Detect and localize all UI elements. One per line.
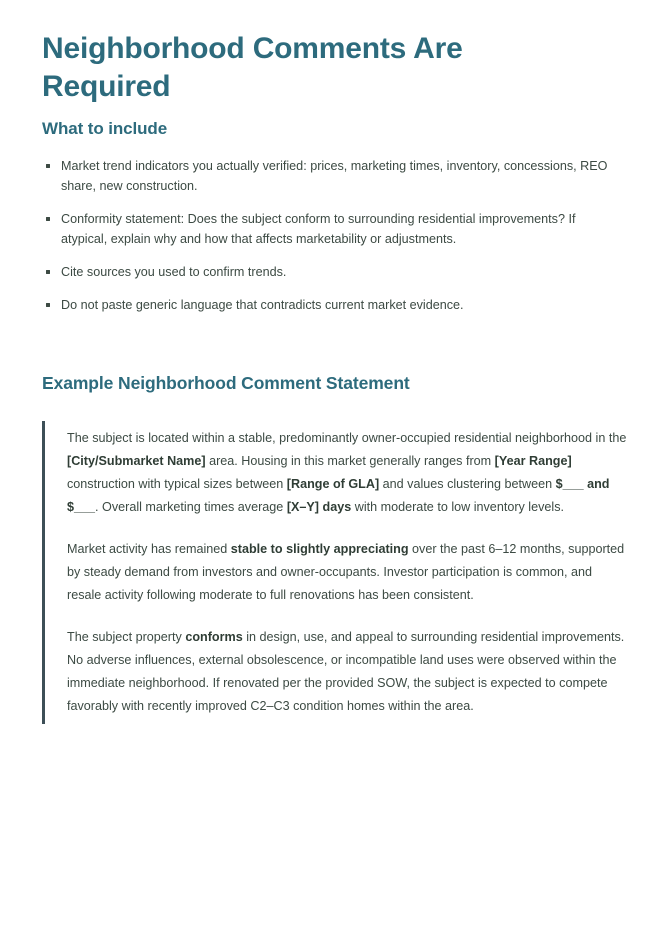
placeholder-year-range: [Year Range] [494,454,572,468]
quote-paragraph-2 [67,538,628,607]
list-item-text: Do not paste generic language that contradicts current market evidence. [61,298,464,312]
list-item-text: Market trend indicators you actually verified: prices, marketing times, inventory, concessions, REO share, new construction. [61,159,608,193]
quote-p3-text-2: in design, use, and appeal to surrounding residential improvements. No adverse influences, external obsolescence, or incompatible land uses were observed within the immediate neighborhood. If renovated per the provided SOW, the subject is expected to compete favorably with recently improved C2–C3 condition homes within the area. [67,630,625,713]
quote-p1-text-3: construction with typical sizes between [67,477,287,491]
bullet-icon [46,303,50,307]
quote-p2-text-2: over the past 6–12 months, supported by steady demand from investors and owner-occupants. Investor participation is common, and resale activity following moderate to full renovations has been consistent. [67,542,625,602]
quote-p3-text-1: The subject property [67,630,186,644]
quote-p2-text-1: Market activity has remained [67,542,231,556]
bullet-icon [46,270,50,274]
placeholder-value-range: $___ and $___ [67,477,610,514]
quote-p1-text-5: . Overall marketing times average [95,500,287,514]
quote-p1-text-1: The subject is located within a stable, predominantly owner-occupied residential neighborhood in the [67,431,627,445]
placeholder-range-of-gla: [Range of GLA] [286,477,380,491]
bullet-icon [46,164,50,168]
placeholder-marketing-days: [X–Y] days [286,500,352,514]
placeholder-city-submarket: [City/Submarket Name] [67,454,206,468]
list-item [42,295,613,315]
quote-p1-text-4: and values clustering between [379,477,556,491]
list-item [42,209,613,249]
list-item-text: Cite sources you used to confirm trends. [61,265,287,279]
example-comment-blockquote [42,421,628,724]
list-item-text: Conformity statement: Does the subject conform to surrounding residential improvements? If atypical, explain why and how that affects marketability or adjustments. [61,212,576,246]
emphasis-conforms: conforms [185,630,243,644]
quote-paragraph-1 [67,427,628,519]
page-title: Neighborhood Comments Are Required [42,32,463,103]
emphasis-market-trend: stable to slightly appreciating [230,542,409,556]
bullet-icon [46,217,50,221]
list-item [42,262,613,282]
quote-p1-text-6: with moderate to low inventory levels. [351,500,565,514]
list-item [42,156,613,196]
quote-paragraph-3 [67,626,628,718]
what-to-include-list [42,156,628,315]
what-to-include-subheading: What to include [42,119,168,138]
example-statement-heading: Example Neighborhood Comment Statement [42,373,410,393]
quote-p1-text-2: area. Housing in this market generally ranges from [205,454,495,468]
